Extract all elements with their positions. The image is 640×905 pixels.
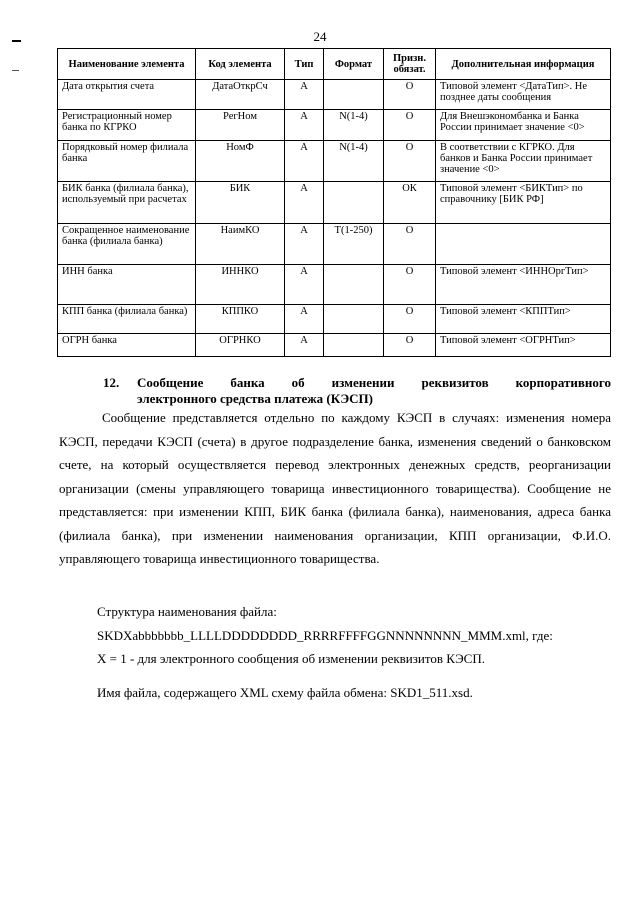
- file-structure-block: [59, 600, 611, 704]
- cell-code: ОГРНКО: [196, 334, 285, 357]
- cell-name: Дата открытия счета: [58, 80, 196, 110]
- cell-extra-info: Для Внешэкономбанка и Банка России принимает значение <0>: [436, 110, 611, 141]
- cell-required: О: [384, 224, 436, 265]
- cell-code: ИННКО: [196, 265, 285, 305]
- element-spec-table: [57, 48, 611, 357]
- section-title-line2: электронного средства платежа (КЭСП): [137, 391, 373, 406]
- header-type: Тип: [285, 49, 324, 80]
- table-row: [58, 182, 611, 224]
- cell-required: О: [384, 305, 436, 334]
- cell-format: N(1-4): [324, 141, 384, 182]
- cell-format: [324, 305, 384, 334]
- cell-required: О: [384, 80, 436, 110]
- table-header-row: [58, 49, 611, 80]
- cell-name: Сокращенное наименование банка (филиала банка): [58, 224, 196, 265]
- cell-format: [324, 80, 384, 110]
- cell-type: А: [285, 224, 324, 265]
- cell-format: [324, 182, 384, 224]
- file-pattern: SKDXabbbbbbb_LLLLDDDDDDDD_RRRRFFFFGGNNNNNNNN_MMM.xml, где:: [97, 627, 553, 643]
- table-row: [58, 80, 611, 110]
- cell-extra-info: Типовой элемент <ДатаТип>. Не позднее даты сообщения: [436, 80, 611, 110]
- cell-extra-info: Типовой элемент <ОГРНТип>: [436, 334, 611, 357]
- cell-code: РегНом: [196, 110, 285, 141]
- table-row: [58, 141, 611, 182]
- cell-name: БИК банка (филиала банка), используемый при расчетах: [58, 182, 196, 224]
- table-row: [58, 265, 611, 305]
- cell-required: О: [384, 110, 436, 141]
- cell-code: НомФ: [196, 141, 285, 182]
- body-text: [59, 406, 611, 571]
- cell-type: А: [285, 265, 324, 305]
- cell-extra-info: Типовой элемент <БИКТип> по справочнику [БИК РФ]: [436, 182, 611, 224]
- cell-name: КПП банка (филиала банка): [58, 305, 196, 334]
- cell-code: КППКО: [196, 305, 285, 334]
- header-code: Код элемента: [196, 49, 285, 80]
- cell-type: А: [285, 182, 324, 224]
- header-required: Призн. обязат.: [384, 49, 436, 80]
- structure-label: Структура наименования файла:: [97, 604, 277, 619]
- cell-extra-info: Типовой элемент <КППТип>: [436, 305, 611, 334]
- header-name: Наименование элемента: [58, 49, 196, 80]
- cell-type: А: [285, 80, 324, 110]
- cell-type: А: [285, 305, 324, 334]
- cell-extra-info: В соответствии с КГРКО. Для банков и Банка России принимает значение <0>: [436, 141, 611, 182]
- cell-format: [324, 334, 384, 357]
- cell-extra-info: [436, 224, 611, 265]
- cell-extra-info: Типовой элемент <ИННОргТип>: [436, 265, 611, 305]
- section-heading: [103, 375, 611, 407]
- header-format: Формат: [324, 49, 384, 80]
- table-row: [58, 305, 611, 334]
- cell-name: ИНН банка: [58, 265, 196, 305]
- cell-required: О: [384, 334, 436, 357]
- section-number: 12.: [103, 375, 120, 390]
- cell-type: А: [285, 110, 324, 141]
- page-number: 24: [313, 29, 327, 44]
- margin-mark: [12, 40, 21, 42]
- cell-name: Регистрационный номер банка по КГРКО: [58, 110, 196, 141]
- paragraph-cases: Сообщение представляется отдельно по каждому КЭСП в случаях: изменения номера КЭСП, передачи КЭСП (счета) в другое подразделение банка, изменения сведений о банковском счете, на который осуществляется перевод электронных денежных средств, реорганизации организации (смены управляющего товарища инвестиционного товарищества). Сообщение не представляется: при изменении КПП, БИК банка (филиала банка), наименования, адреса банка (филиала банка), при изменении наименования организации, КПП организации, Ф.И.О. управляющего товарища инвестиционного товарищества.: [59, 410, 611, 566]
- table-row: [58, 334, 611, 357]
- cell-type: А: [285, 334, 324, 357]
- cell-format: N(1-4): [324, 110, 384, 141]
- cell-format: T(1-250): [324, 224, 384, 265]
- cell-type: А: [285, 141, 324, 182]
- table-row: [58, 224, 611, 265]
- cell-code: ДатаОткрСч: [196, 80, 285, 110]
- cell-required: ОК: [384, 182, 436, 224]
- cell-required: О: [384, 265, 436, 305]
- cell-name: Порядковый номер филиала банка: [58, 141, 196, 182]
- cell-code: БИК: [196, 182, 285, 224]
- header-extra-info: Дополнительная информация: [436, 49, 611, 80]
- section-title-line1: Сообщение банка об изменении реквизитов корпоративного: [137, 375, 611, 390]
- margin-mark-small: [12, 70, 19, 71]
- cell-required: О: [384, 141, 436, 182]
- cell-format: [324, 265, 384, 305]
- table-row: [58, 110, 611, 141]
- cell-name: ОГРН банка: [58, 334, 196, 357]
- schema-file-name: Имя файла, содержащего XML схему файла обмена: SKD1_511.xsd.: [97, 684, 473, 700]
- x-definition: X = 1 - для электронного сообщения об изменении реквизитов КЭСП.: [97, 651, 485, 666]
- cell-code: НаимКО: [196, 224, 285, 265]
